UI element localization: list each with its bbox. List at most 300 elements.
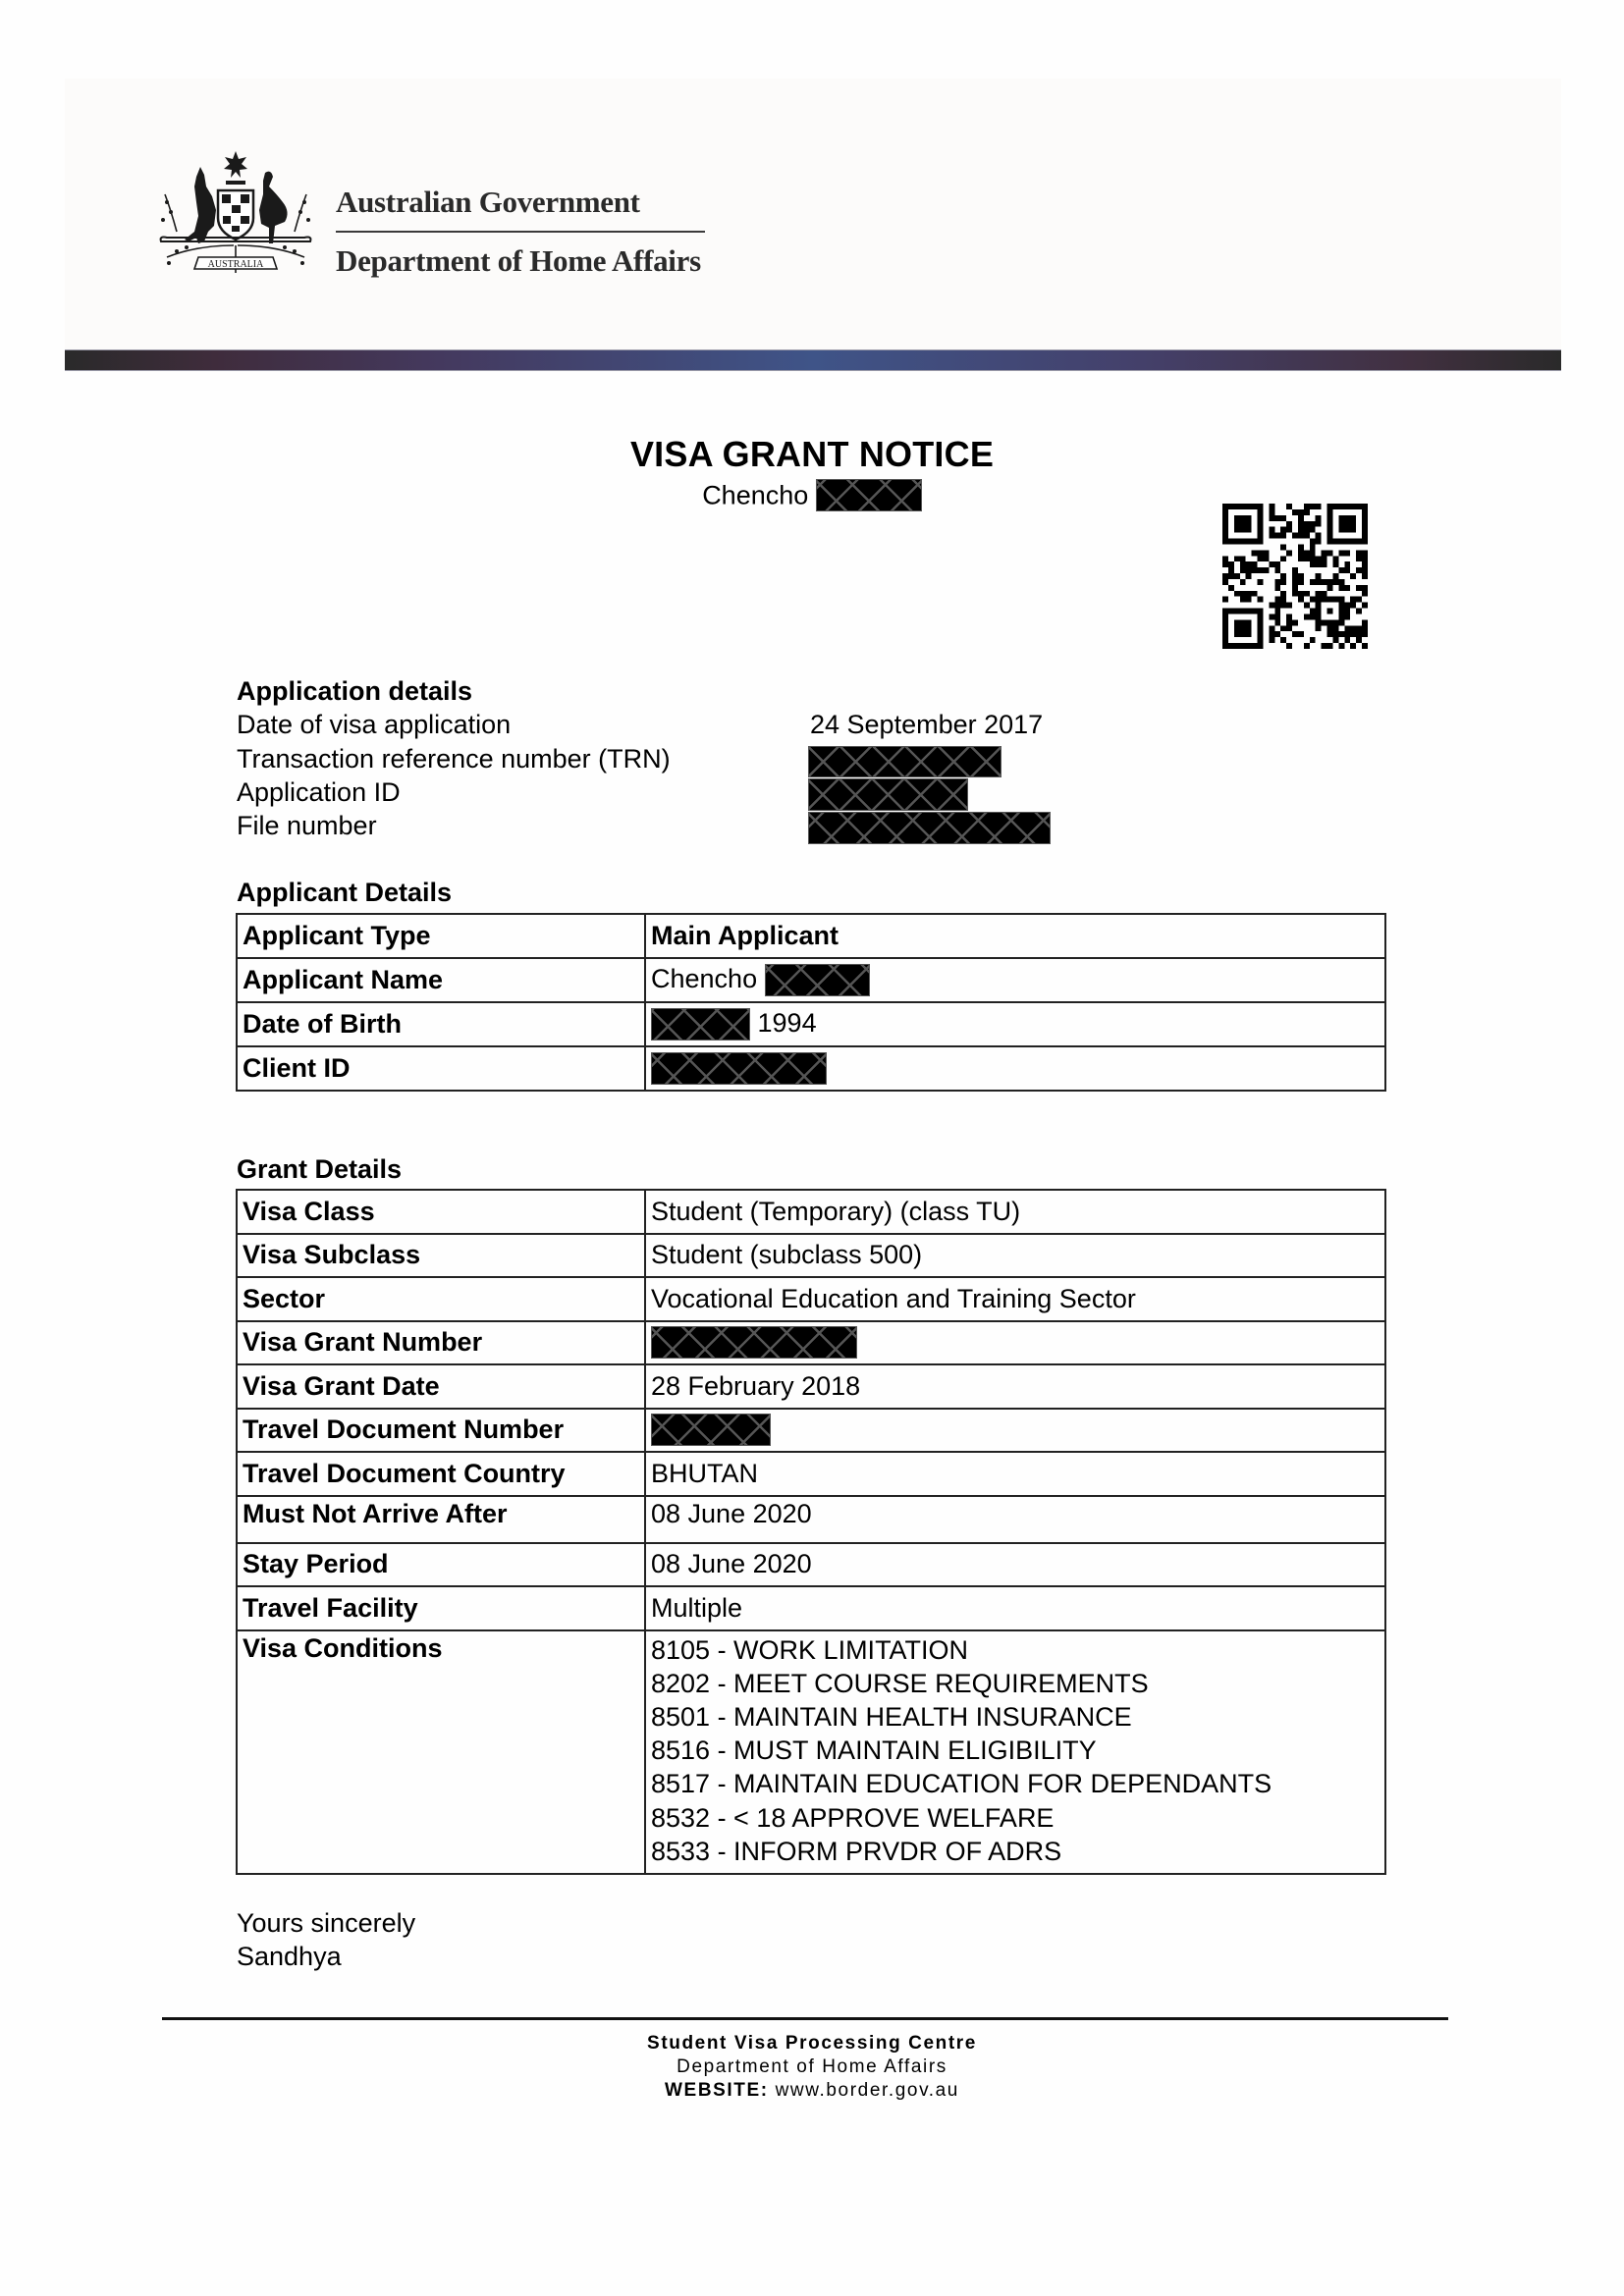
qr-module	[1258, 631, 1264, 637]
qr-module	[1246, 567, 1252, 573]
closing-salutation: Yours sincerely	[237, 1908, 416, 1938]
qr-module	[1269, 631, 1274, 637]
travel-facility-value: Multiple	[645, 1586, 1385, 1630]
qr-module	[1316, 521, 1322, 527]
qr-module	[1362, 515, 1368, 521]
qr-module	[1246, 597, 1252, 603]
recipient-first-name: Chencho	[702, 480, 809, 510]
qr-module	[1280, 625, 1286, 631]
qr-module	[1258, 597, 1264, 603]
qr-module	[1222, 527, 1228, 533]
qr-module	[1327, 609, 1333, 614]
qr-module	[1344, 631, 1350, 637]
qr-module	[1310, 521, 1316, 527]
qr-module	[1350, 597, 1356, 603]
application-value-date: 24 September 2017	[810, 710, 1044, 739]
qr-module	[1332, 625, 1338, 631]
qr-module	[1332, 556, 1338, 561]
qr-module	[1234, 515, 1240, 521]
qr-module	[1252, 591, 1258, 597]
travel-document-country-label: Travel Document Country	[237, 1452, 645, 1496]
qr-module	[1240, 515, 1246, 521]
qr-module	[1246, 539, 1252, 545]
qr-module	[1304, 591, 1310, 597]
qr-module	[1338, 504, 1344, 509]
qr-module	[1240, 625, 1246, 631]
qr-module	[1344, 515, 1350, 521]
qr-module	[1316, 533, 1322, 539]
qr-module	[1362, 561, 1368, 567]
qr-module	[1356, 504, 1362, 509]
visa-grant-number-cell	[645, 1321, 1385, 1365]
qr-module	[1240, 539, 1246, 545]
footer-website	[0, 2080, 1624, 2102]
qr-module	[1222, 597, 1228, 603]
qr-module	[1286, 504, 1292, 509]
qr-module	[1274, 597, 1280, 603]
qr-module	[1252, 567, 1258, 573]
recipient-name	[0, 479, 1624, 511]
redacted-application-id	[808, 778, 968, 811]
qr-module	[1252, 504, 1258, 509]
qr-module	[1362, 603, 1368, 609]
qr-module	[1274, 567, 1280, 573]
qr-module	[1304, 550, 1310, 556]
qr-module	[1258, 521, 1264, 527]
table-row	[237, 1630, 1385, 1874]
qr-module	[1280, 591, 1286, 597]
qr-module	[1258, 579, 1264, 585]
grant-details-heading: Grant Details	[237, 1154, 403, 1184]
applicant-type-label: Applicant Type	[237, 914, 645, 958]
qr-module	[1316, 504, 1322, 509]
qr-module	[1280, 573, 1286, 579]
qr-module	[1350, 573, 1356, 579]
qr-module	[1280, 603, 1286, 609]
qr-module	[1298, 515, 1304, 521]
footer-department: Department of Home Affairs	[677, 2056, 947, 2077]
table-row	[237, 1543, 1385, 1587]
qr-module	[1246, 504, 1252, 509]
qr-module	[1338, 539, 1344, 545]
qr-module	[1316, 573, 1322, 579]
qr-module	[1222, 521, 1228, 527]
qr-module	[1246, 527, 1252, 533]
qr-module	[1280, 637, 1286, 643]
qr-module	[1332, 597, 1338, 603]
qr-module	[1322, 597, 1327, 603]
qr-module	[1263, 556, 1269, 561]
qr-module	[1274, 614, 1280, 619]
qr-module	[1362, 585, 1368, 591]
qr-module	[1258, 619, 1264, 625]
qr-module	[1344, 585, 1350, 591]
qr-module	[1240, 579, 1246, 585]
qr-module	[1350, 527, 1356, 533]
grant-details-table	[236, 1189, 1386, 1875]
travel-facility-label: Travel Facility	[237, 1586, 645, 1630]
qr-module	[1356, 631, 1362, 637]
qr-module	[1246, 591, 1252, 597]
qr-module	[1310, 597, 1316, 603]
visa-conditions-label: Visa Conditions	[237, 1630, 645, 1874]
qr-module	[1362, 521, 1368, 527]
qr-module	[1322, 643, 1327, 649]
qr-module	[1252, 561, 1258, 567]
qr-module	[1310, 556, 1316, 561]
qr-module	[1322, 591, 1327, 597]
qr-module	[1258, 609, 1264, 614]
qr-module	[1338, 631, 1344, 637]
qr-module	[1269, 515, 1274, 521]
qr-module	[1344, 603, 1350, 609]
qr-module	[1362, 631, 1368, 637]
qr-module	[1332, 504, 1338, 509]
qr-module	[1240, 527, 1246, 533]
table-row	[237, 1364, 1385, 1409]
qr-module	[1298, 527, 1304, 533]
footer-website-link[interactable]: www.border.gov.au	[775, 2080, 959, 2101]
table-row	[237, 1409, 1385, 1453]
qr-module	[1274, 561, 1280, 567]
qr-module	[1350, 625, 1356, 631]
qr-module	[1274, 533, 1280, 539]
qr-module	[1240, 643, 1246, 649]
qr-module	[1252, 609, 1258, 614]
footer-divider	[162, 2017, 1448, 2020]
qr-module	[1304, 521, 1310, 527]
qr-module	[1304, 527, 1310, 533]
page-title: VISA GRANT NOTICE	[629, 434, 995, 474]
qr-module	[1234, 591, 1240, 597]
qr-module	[1310, 544, 1316, 550]
qr-module	[1344, 561, 1350, 567]
qr-module	[1316, 556, 1322, 561]
qr-module	[1362, 533, 1368, 539]
qr-module	[1350, 521, 1356, 527]
qr-module	[1292, 579, 1298, 585]
redacted-file-number	[808, 812, 1051, 844]
qr-module	[1240, 521, 1246, 527]
qr-module	[1327, 527, 1333, 533]
qr-module	[1338, 527, 1344, 533]
qr-module	[1258, 533, 1264, 539]
qr-module	[1327, 579, 1333, 585]
qr-module	[1280, 556, 1286, 561]
table-row	[237, 914, 1385, 958]
qr-module	[1327, 515, 1333, 521]
qr-module	[1332, 579, 1338, 585]
stay-period-value: 08 June 2020	[645, 1543, 1385, 1587]
qr-module	[1356, 556, 1362, 561]
qr-module	[1280, 527, 1286, 533]
qr-module	[1240, 619, 1246, 625]
qr-module	[1316, 539, 1322, 545]
qr-module	[1350, 603, 1356, 609]
qr-module	[1350, 515, 1356, 521]
qr-module	[1269, 527, 1274, 533]
table-row	[237, 1321, 1385, 1365]
qr-module	[1240, 631, 1246, 637]
qr-module	[1362, 619, 1368, 625]
must-not-arrive-after-label: Must Not Arrive After	[237, 1496, 645, 1543]
qr-module	[1316, 561, 1322, 567]
qr-module	[1338, 643, 1344, 649]
qr-module	[1327, 597, 1333, 603]
qr-module	[1362, 591, 1368, 597]
qr-module	[1234, 521, 1240, 527]
qr-module	[1246, 561, 1252, 567]
svg-text:AUSTRALIA: AUSTRALIA	[207, 259, 264, 270]
sector-label: Sector	[237, 1277, 645, 1321]
qr-module	[1362, 643, 1368, 649]
qr-module	[1327, 521, 1333, 527]
letterhead-divider	[336, 231, 705, 233]
qr-module	[1269, 533, 1274, 539]
qr-module	[1280, 533, 1286, 539]
qr-module	[1350, 539, 1356, 545]
table-row	[237, 1452, 1385, 1496]
visa-conditions-list	[645, 1630, 1385, 1874]
qr-module	[1258, 556, 1264, 561]
qr-module	[1310, 609, 1316, 614]
qr-module	[1274, 609, 1280, 614]
visa-condition-item: 8517 - MAINTAIN EDUCATION FOR DEPENDANTS	[651, 1769, 1272, 1799]
visa-grant-date-value: 28 February 2018	[645, 1364, 1385, 1409]
qr-module	[1222, 556, 1228, 561]
applicant-name-cell	[645, 958, 1385, 1002]
table-row	[237, 1046, 1385, 1091]
qr-module	[1234, 631, 1240, 637]
qr-module	[1280, 544, 1286, 550]
qr-module	[1344, 567, 1350, 573]
visa-class-value: Student (Temporary) (class TU)	[645, 1190, 1385, 1234]
qr-module	[1292, 567, 1298, 573]
qr-module	[1228, 504, 1234, 509]
qr-module	[1338, 597, 1344, 603]
applicant-name-label: Applicant Name	[237, 958, 645, 1002]
table-row	[237, 958, 1385, 1002]
qr-module	[1298, 579, 1304, 585]
qr-module	[1258, 539, 1264, 545]
qr-module	[1362, 509, 1368, 515]
qr-module	[1310, 527, 1316, 533]
qr-module	[1322, 561, 1327, 567]
qr-module	[1362, 556, 1368, 561]
coat-of-arms-logo	[147, 147, 324, 280]
application-label-file: File number	[237, 811, 377, 840]
qr-module	[1292, 591, 1298, 597]
qr-module	[1327, 625, 1333, 631]
qr-module	[1344, 504, 1350, 509]
application-label-date: Date of visa application	[237, 710, 512, 739]
qr-module	[1316, 591, 1322, 597]
signatory-name: Sandhya	[237, 1942, 342, 1971]
qr-module	[1269, 637, 1274, 643]
qr-module	[1327, 539, 1333, 545]
visa-condition-item: 8202 - MEET COURSE REQUIREMENTS	[651, 1668, 1149, 1698]
qr-module	[1258, 625, 1264, 631]
visa-class-label: Visa Class	[237, 1190, 645, 1234]
qr-module	[1298, 544, 1304, 550]
qr-module	[1222, 619, 1228, 625]
qr-module	[1246, 515, 1252, 521]
redacted-surname	[816, 479, 922, 511]
date-of-birth-year: 1994	[757, 1007, 817, 1038]
qr-module	[1338, 614, 1344, 619]
qr-module	[1298, 521, 1304, 527]
qr-module	[1316, 619, 1322, 625]
qr-module	[1322, 550, 1327, 556]
qr-module	[1246, 619, 1252, 625]
qr-module	[1310, 614, 1316, 619]
qr-module	[1356, 550, 1362, 556]
qr-module	[1338, 619, 1344, 625]
qr-module	[1274, 619, 1280, 625]
qr-module	[1228, 567, 1234, 573]
qr-module	[1327, 550, 1333, 556]
qr-module	[1274, 631, 1280, 637]
qr-module	[1310, 637, 1316, 643]
qr-module	[1316, 603, 1322, 609]
qr-module	[1246, 643, 1252, 649]
qr-module	[1338, 609, 1344, 614]
brand-bar	[65, 349, 1561, 371]
qr-module	[1292, 573, 1298, 579]
qr-module	[1240, 556, 1246, 561]
qr-module	[1356, 567, 1362, 573]
qr-module	[1240, 597, 1246, 603]
redacted-trn	[808, 746, 1001, 777]
qr-module	[1274, 579, 1280, 585]
qr-module	[1338, 567, 1344, 573]
redacted-birth-day-month	[651, 1008, 750, 1041]
qr-module	[1240, 609, 1246, 614]
table-row	[237, 1277, 1385, 1321]
qr-module	[1274, 603, 1280, 609]
qr-module	[1338, 550, 1344, 556]
qr-module	[1362, 550, 1368, 556]
qr-module	[1263, 567, 1269, 573]
qr-module	[1332, 573, 1338, 579]
qr-module	[1222, 637, 1228, 643]
visa-condition-item: 8516 - MUST MAINTAIN ELIGIBILITY	[651, 1735, 1097, 1766]
qr-module	[1286, 619, 1292, 625]
qr-module	[1234, 619, 1240, 625]
qr-module	[1222, 509, 1228, 515]
qr-module	[1246, 521, 1252, 527]
qr-module	[1327, 585, 1333, 591]
qr-module	[1338, 521, 1344, 527]
visa-subclass-label: Visa Subclass	[237, 1234, 645, 1278]
qr-module	[1269, 614, 1274, 619]
qr-module	[1298, 509, 1304, 515]
sector-value: Vocational Education and Training Sector	[645, 1277, 1385, 1321]
qr-module	[1286, 521, 1292, 527]
travel-document-number-cell	[645, 1409, 1385, 1453]
client-id-label: Client ID	[237, 1046, 645, 1091]
qr-module	[1280, 597, 1286, 603]
visa-condition-item: 8533 - INFORM PRVDR OF ADRS	[651, 1836, 1062, 1866]
qr-module	[1338, 515, 1344, 521]
qr-module	[1332, 561, 1338, 567]
qr-module	[1222, 609, 1228, 614]
qr-module	[1274, 515, 1280, 521]
qr-module	[1304, 533, 1310, 539]
qr-module	[1316, 579, 1322, 585]
qr-module	[1234, 539, 1240, 545]
qr-module	[1356, 637, 1362, 643]
qr-module	[1322, 579, 1327, 585]
qr-module	[1310, 539, 1316, 545]
qr-module	[1344, 550, 1350, 556]
qr-module	[1228, 539, 1234, 545]
visa-grant-date-label: Visa Grant Date	[237, 1364, 645, 1409]
qr-module	[1310, 550, 1316, 556]
qr-module	[1222, 539, 1228, 545]
qr-module	[1344, 637, 1350, 643]
qr-module	[1269, 504, 1274, 509]
qr-module	[1286, 614, 1292, 619]
qr-module	[1362, 504, 1368, 509]
qr-module	[1327, 619, 1333, 625]
qr-module	[1228, 573, 1234, 579]
qr-module	[1258, 527, 1264, 533]
qr-module	[1344, 614, 1350, 619]
qr-module	[1298, 573, 1304, 579]
qr-module	[1222, 533, 1228, 539]
stay-period-label: Stay Period	[237, 1543, 645, 1587]
qr-module	[1274, 585, 1280, 591]
visa-condition-item: 8532 - < 18 APPROVE WELFARE	[651, 1802, 1055, 1833]
qr-module	[1234, 609, 1240, 614]
qr-module	[1252, 550, 1258, 556]
qr-module	[1234, 643, 1240, 649]
qr-module	[1252, 539, 1258, 545]
qr-module	[1304, 603, 1310, 609]
qr-module	[1350, 504, 1356, 509]
qr-module	[1286, 625, 1292, 631]
travel-document-number-label: Travel Document Number	[237, 1409, 645, 1453]
qr-module	[1322, 556, 1327, 561]
qr-module	[1228, 609, 1234, 614]
qr-module	[1258, 550, 1264, 556]
qr-module	[1344, 625, 1350, 631]
redacted-surname	[765, 964, 870, 996]
table-row	[237, 1002, 1385, 1046]
table-row	[237, 1190, 1385, 1234]
qr-code-icon	[1222, 504, 1368, 649]
qr-module	[1258, 509, 1264, 515]
qr-module	[1304, 509, 1310, 515]
qr-module	[1316, 609, 1322, 614]
qr-module	[1258, 614, 1264, 619]
table-row	[237, 1496, 1385, 1543]
qr-module	[1240, 567, 1246, 573]
client-id-cell	[645, 1046, 1385, 1091]
qr-module	[1298, 550, 1304, 556]
qr-module	[1338, 579, 1344, 585]
qr-module	[1240, 591, 1246, 597]
must-not-arrive-after-value: 08 June 2020	[645, 1496, 1385, 1543]
travel-document-country-value: BHUTAN	[645, 1452, 1385, 1496]
qr-module	[1356, 597, 1362, 603]
application-label-trn: Transaction reference number (TRN)	[237, 744, 671, 774]
qr-module	[1298, 533, 1304, 539]
qr-module	[1356, 625, 1362, 631]
qr-module	[1269, 603, 1274, 609]
qr-module	[1356, 585, 1362, 591]
